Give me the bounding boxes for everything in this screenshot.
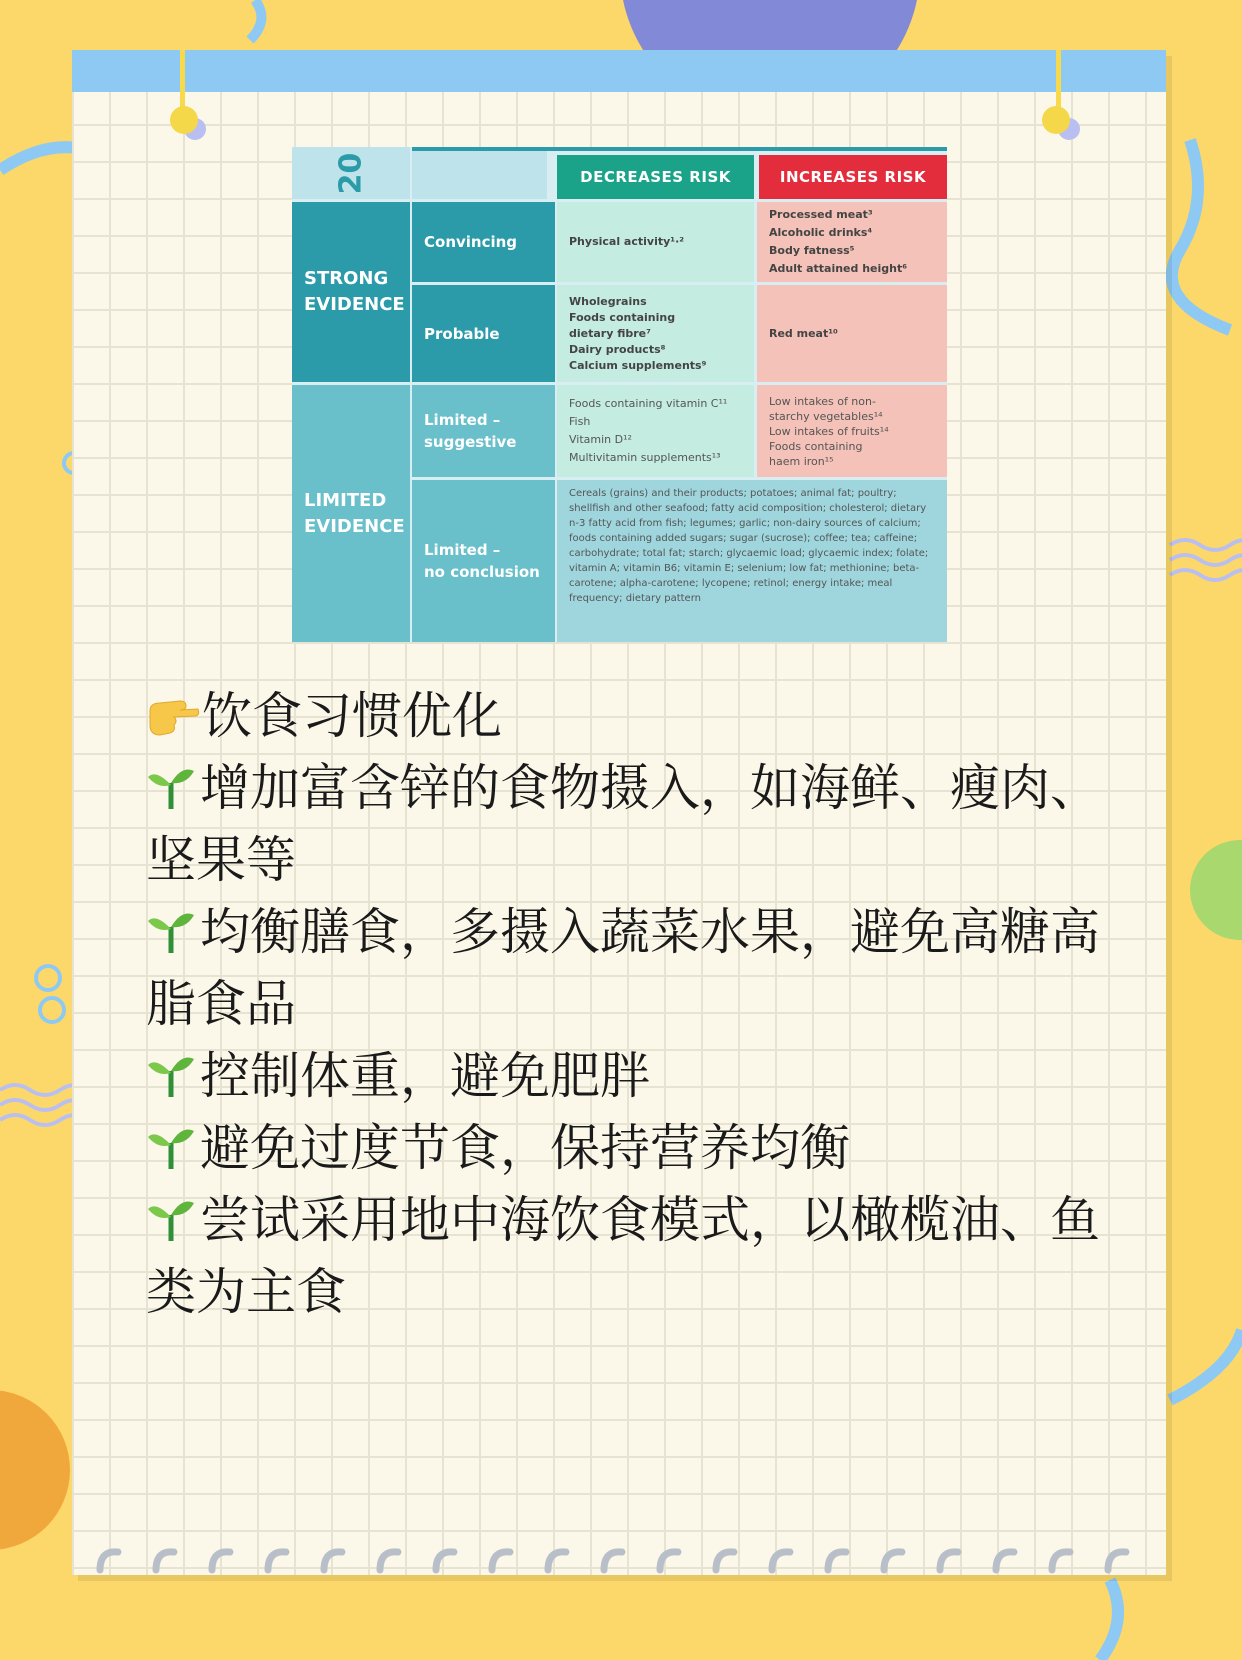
evidence-table xyxy=(292,147,947,642)
table-item: dietary fibre⁷ xyxy=(569,326,651,340)
strong-evidence-label: STRONG EVIDENCE xyxy=(292,202,410,382)
sprout-icon xyxy=(146,1049,196,1099)
tip-text: 尝试采用地中海饮食模式，以橄榄油、鱼类为主食 xyxy=(146,1191,1100,1321)
tip-text: 避免过度节食，保持营养均衡 xyxy=(200,1119,850,1177)
table-item: Wholegrains xyxy=(569,294,647,308)
table-corner xyxy=(292,147,410,199)
card-header-bar xyxy=(72,50,1166,92)
no-conclusion-list: Cereals (grains) and their products; potatoes; animal fat; poultry; shellfish and other seafood; fatty acid composition; cholesterol; dietary n-3 fatty acid from fish; legumes; garlic; non-dairy sources of calcium; foods containing added sugars; sugar (sucrose); coffee; tea; caffeine; carbohydrate; total fat; starch; glycaemic load; glycaemic index; folate; vitamin A; vitamin B6; vitamin E; selenium; low fat; methionine; beta-carotene; alpha-carotene; lycopene; retinol; energy intake; meal frequency; dietary pattern xyxy=(557,480,947,642)
header-top-stripe xyxy=(412,147,947,151)
limited-evidence-label: LIMITED EVIDENCE xyxy=(292,385,410,642)
blue-squiggle-shape xyxy=(1170,1330,1242,1400)
sprout-icon xyxy=(146,905,196,955)
tips-heading xyxy=(146,680,1136,752)
table-item: Physical activity¹·² xyxy=(569,235,685,248)
probable-decreases xyxy=(557,285,754,382)
tip-text: 控制体重，避免肥胖 xyxy=(200,1047,650,1105)
table-item: Multivitamin supplements¹³ xyxy=(569,451,721,464)
table-item: Vitamin D¹² xyxy=(569,433,632,446)
table-item: Red meat¹⁰ xyxy=(769,326,838,340)
suggestive-increases xyxy=(757,385,947,477)
tip-text: 均衡膳食，多摄入蔬菜水果，避免高糖高脂食品 xyxy=(146,903,1100,1033)
level-probable: Probable xyxy=(412,285,555,382)
green-circle-shape xyxy=(1190,840,1242,940)
table-item: Foods containing xyxy=(569,310,676,324)
header-decreases-risk: DECREASES RISK xyxy=(557,155,754,199)
tip-item xyxy=(146,1184,1136,1328)
tip-item xyxy=(146,1112,1136,1184)
suggestive-decreases xyxy=(557,385,754,477)
table-item: Low intakes of non- xyxy=(769,394,876,408)
table-item: Fish xyxy=(569,415,591,428)
table-item: Foods containing vitamin C¹¹ xyxy=(569,397,728,410)
tip-item xyxy=(146,752,1136,896)
pointing-hand-icon xyxy=(146,689,200,739)
blue-squiggle-shape xyxy=(250,0,261,40)
header-blank xyxy=(412,147,547,199)
sprout-icon xyxy=(146,761,196,811)
heading-text: 饮食习惯优化 xyxy=(202,687,502,745)
table-item: Adult attained height⁶ xyxy=(769,262,908,275)
table-item: Foods containing xyxy=(769,439,863,453)
table-item: starchy vegetables¹⁴ xyxy=(769,409,883,423)
table-item: Alcoholic drinks⁴ xyxy=(769,226,873,239)
tip-item xyxy=(146,1040,1136,1112)
tips-section xyxy=(146,680,1136,1328)
tip-item xyxy=(146,896,1136,1040)
level-convincing: Convincing xyxy=(412,202,555,282)
tip-text: 增加富含锌的食物摄入，如海鲜、瘦肉、坚果等 xyxy=(146,759,1100,889)
table-item: Processed meat³ xyxy=(769,208,873,221)
sprout-icon xyxy=(146,1121,196,1171)
sprout-icon xyxy=(146,1193,196,1243)
table-item: Body fatness⁵ xyxy=(769,244,855,257)
header-increases-risk: INCREASES RISK xyxy=(759,155,947,199)
table-item: haem iron¹⁵ xyxy=(769,454,834,468)
table-item: Calcium supplements⁹ xyxy=(569,358,707,372)
probable-increases xyxy=(757,285,947,382)
card-scallop-edge xyxy=(90,1540,1150,1580)
level-limited-suggestive: Limited – suggestive xyxy=(412,385,555,477)
convincing-decreases xyxy=(557,202,754,282)
table-item: Dairy products⁸ xyxy=(569,342,666,356)
blue-squiggle-shape xyxy=(1172,140,1230,330)
orange-circle-shape xyxy=(0,1390,70,1550)
convincing-increases xyxy=(757,202,947,282)
table-item: Low intakes of fruits¹⁴ xyxy=(769,424,889,438)
blue-squiggle-shape xyxy=(1100,1580,1118,1660)
corner-text: 20 xyxy=(333,152,369,194)
level-limited-no-conclusion: Limited – no conclusion xyxy=(412,480,555,642)
